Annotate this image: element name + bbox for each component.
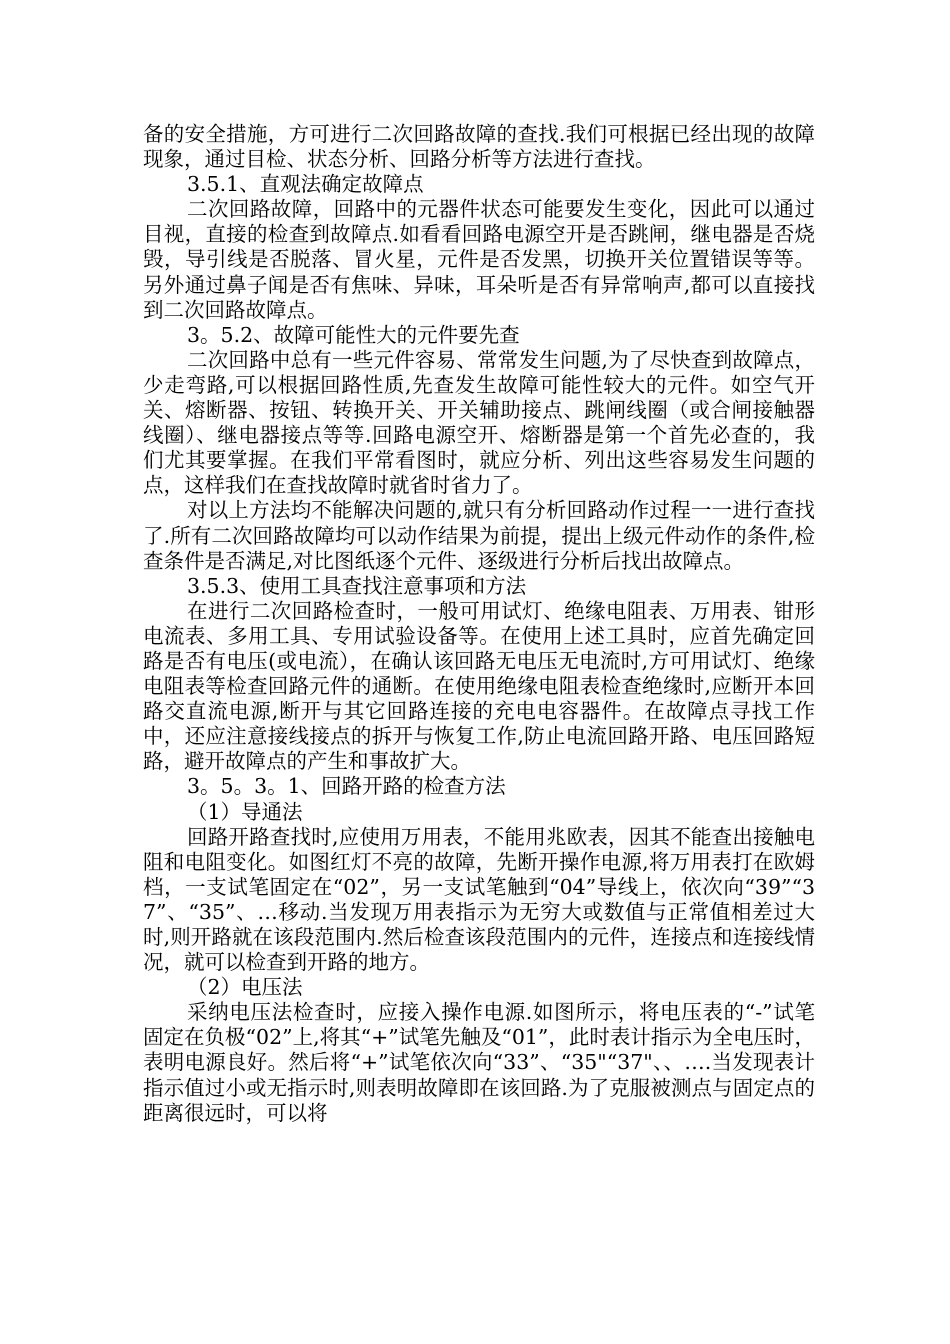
heading-3-5-1: 3.5.1、直观法确定故障点 xyxy=(187,172,424,197)
paragraph-visual-method: 二次回路故障，回路中的元器件状态可能要发生变化，因此可以通过目视，直接的检查到故障点.如看看回路电源空开是否跳闸，继电器是否烧毁，导引线是否脱落、冒火星，元件是否发黑，切换开关位置错误等等。另外通过鼻子闻是否有焦味、异味，耳朵听是否有异常响声,都可以直接找到二次回路故障点。 xyxy=(143,197,815,322)
paragraph-tools: 在进行二次回路检查时，一般可用试灯、绝缘电阻表、万用表、钳形电流表、多用工具、专用试验设备等。在使用上述工具时，应首先确定回路是否有电压(或电流），在确认该回路无电压无电流时,方可用试灯、绝缘电阻表等检查回路元件的通断。在使用绝缘电阻表检查绝缘时,应断开本回路交直流电源,断开与其它回路连接的充电电容器件。在故障点寻找工作中，还应注意接线接点的拆开与恢复工作,防止电流回路开路、电压回路短路，避开故障点的产生和事故扩大。 xyxy=(143,598,815,774)
paragraph-step-by-step: 对以上方法均不能解决问题的,就只有分析回路动作过程一一进行查找了.所有二次回路故障均可以动作结果为前提，提出上级元件动作的条件,检查条件是否满足,对比图纸逐个元件、逐级进行分析后找出故障点。 xyxy=(143,498,815,573)
paragraph-likely-components: 二次回路中总有一些元件容易、常常发生问题,为了尽快查到故障点，少走弯路,可以根据回路性质,先查发生故障可能性较大的元件。如空气开关、熔断器、按钮、转换开关、开关辅助接点、跳闸线圈（或合闸接触器线圈）、继电器接点等等.回路电源空开、熔断器是第一个首先必查的，我们尤其要掌握。在我们平常看图时，就应分析、列出这些容易发生问题的点，这样我们在查找故障时就省时省力了。 xyxy=(143,347,815,498)
document-page xyxy=(143,122,815,1126)
heading-3-5-3: 3.5.3、使用工具查找注意事项和方法 xyxy=(187,573,527,598)
paragraph-intro: 备的安全措施，方可进行二次回路故障的查找.我们可根据已经出现的故障现象，通过目检、状态分析、回路分析等方法进行查找。 xyxy=(143,122,815,172)
heading-3-5-2: 3。5.2、故障可能性大的元件要先查 xyxy=(187,322,520,347)
heading-voltage-method: （2）电压法 xyxy=(187,975,303,1000)
heading-3-5-3-1: 3。5。3。1、回路开路的检查方法 xyxy=(187,774,506,799)
heading-continuity-method: （1）导通法 xyxy=(187,799,303,824)
paragraph-voltage-method: 采纳电压法检查时，应接入操作电源.如图所示，将电压表的“-”试笔固定在负极“02”上,将其“+”试笔先触及“01”，此时表计指示为全电压时，表明电源良好。然后将“+”试笔依次向“33”、“35"“37"、、….当发现表计指示值过小或无指示时,则表明故障即在该回路.为了克服被测点与固定点的距离很远时，可以将 xyxy=(143,1000,815,1125)
paragraph-continuity-method: 回路开路查找时,应使用万用表，不能用兆欧表，因其不能查出接触电阻和电阻变化。如图红灯不亮的故障，先断开操作电源,将万用表打在欧姆档，一支试笔固定在“02”，另一支试笔触到“04”导线上，依次向“39”“37”、“35”、…移动.当发现万用表指示为无穷大或数值与正常值相差过大时,则开路就在该段范围内.然后检查该段范围内的元件，连接点和连接线情况，就可以检查到开路的地方。 xyxy=(143,824,815,975)
